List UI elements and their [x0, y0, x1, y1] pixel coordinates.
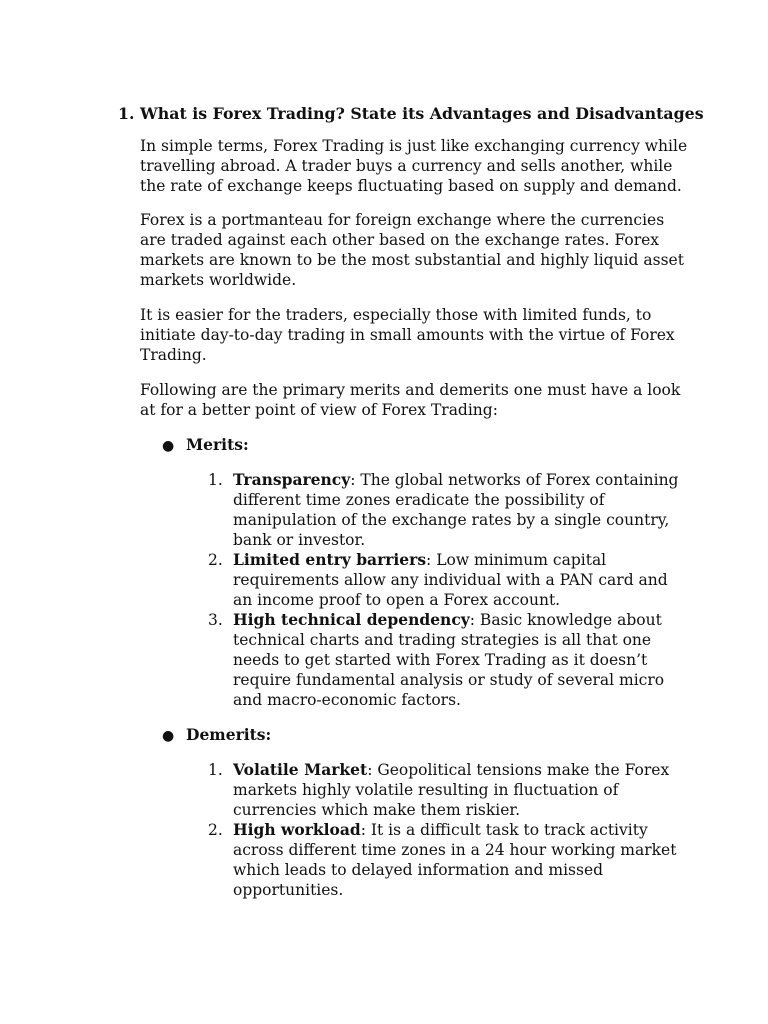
list-line: and macro-economic factors. — [233, 691, 461, 709]
bullet-icon: ● — [162, 728, 175, 744]
list-item-first-line — [233, 610, 662, 630]
list-line: needs to get started with Forex Trading as it doesn’t — [233, 651, 648, 669]
list-line: bank or investor. — [233, 531, 366, 549]
list-term: Transparency — [233, 470, 351, 489]
list-line: currencies which make them riskier. — [233, 801, 521, 819]
paragraph-line: are traded against each other based on the exchange rates. Forex — [140, 231, 660, 249]
paragraph-line: travelling abroad. A trader buys a currency and sells another, while — [140, 157, 673, 175]
list-number: 2. — [208, 821, 223, 839]
list-text: : Basic knowledge about — [469, 611, 662, 629]
paragraph-line: markets are known to be the most substantial and highly liquid asset — [140, 251, 684, 269]
list-item-first-line — [233, 820, 648, 840]
list-line: opportunities. — [233, 881, 344, 899]
list-line: technical charts and trading strategies is all that one — [233, 631, 652, 649]
list-text: : It is a difficult task to track activity — [360, 821, 648, 839]
list-line: across different time zones in a 24 hour working market — [233, 841, 677, 859]
paragraph-line: the rate of exchange keeps fluctuating based on supply and demand. — [140, 177, 682, 195]
list-line: different time zones eradicate the possibility of — [233, 491, 605, 509]
list-item-first-line — [233, 550, 606, 570]
list-term: High workload — [233, 820, 361, 839]
paragraph-line: Forex is a portmanteau for foreign exchange where the currencies — [140, 211, 665, 229]
merits-title: Merits: — [186, 435, 249, 454]
bullet-icon: ● — [162, 438, 175, 454]
list-number: 3. — [208, 611, 223, 629]
list-number: 1. — [208, 761, 223, 779]
list-line: manipulation of the exchange rates by a single country, — [233, 511, 670, 529]
list-line: require fundamental analysis or study of several micro — [233, 671, 665, 689]
list-item-first-line — [233, 470, 678, 490]
paragraph-line: It is easier for the traders, especially those with limited funds, to — [140, 306, 652, 324]
list-term: High technical dependency — [233, 610, 470, 629]
heading-title: What is Forex Trading? State its Advantages and Disadvantages — [140, 104, 704, 123]
paragraph-line: initiate day-to-day trading in small amounts with the virtue of Forex — [140, 326, 675, 344]
list-line: markets highly volatile resulting in fluctuation of — [233, 781, 619, 799]
list-text: : Low minimum capital — [426, 551, 607, 569]
paragraph-line: at for a better point of view of Forex Trading: — [140, 401, 498, 419]
paragraph-line: Trading. — [140, 346, 207, 364]
paragraph-line: markets worldwide. — [140, 271, 297, 289]
list-number: 2. — [208, 551, 223, 569]
list-term: Volatile Market — [233, 760, 368, 779]
list-line: an income proof to open a Forex account. — [233, 591, 561, 609]
list-term: Limited entry barriers — [233, 550, 427, 569]
paragraph-line: Following are the primary merits and demerits one must have a look — [140, 381, 681, 399]
list-item-first-line — [233, 760, 669, 780]
list-text: : The global networks of Forex containing — [350, 471, 679, 489]
list-text: : Geopolitical tensions make the Forex — [367, 761, 670, 779]
demerits-title: Demerits: — [186, 725, 272, 744]
paragraph-line: In simple terms, Forex Trading is just like exchanging currency while — [140, 137, 688, 155]
heading-number: 1. — [118, 104, 135, 123]
list-number: 1. — [208, 471, 223, 489]
list-line: which leads to delayed information and missed — [233, 861, 604, 879]
list-line: requirements allow any individual with a PAN card and — [233, 571, 668, 589]
